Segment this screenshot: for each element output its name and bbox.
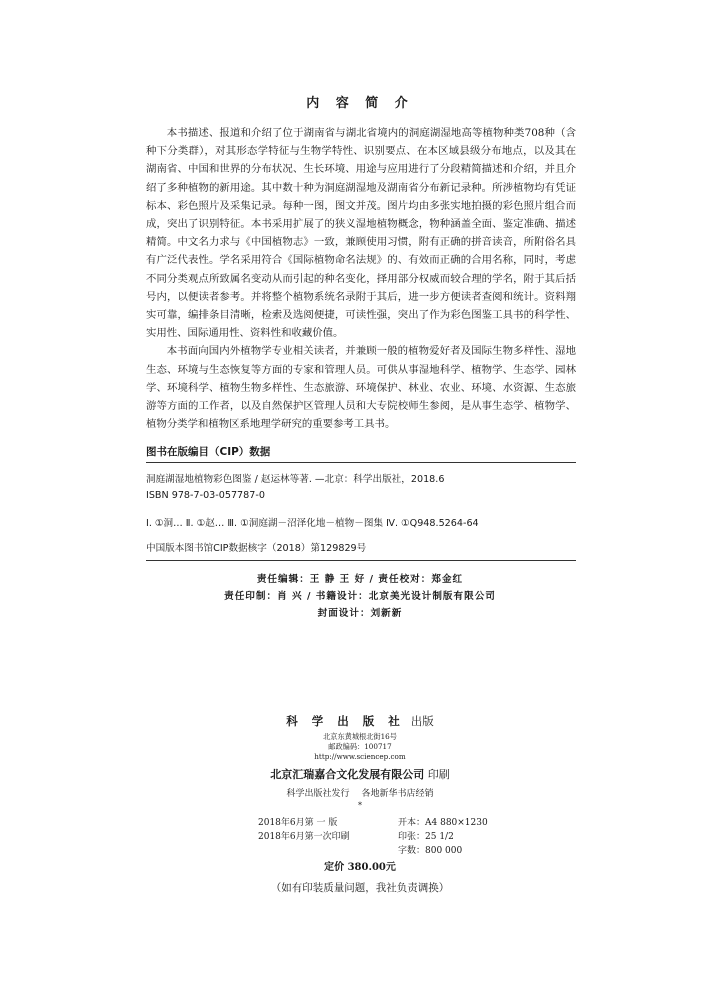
book-format: 开本：A4 880×1230: [398, 818, 488, 828]
separator-star: *: [358, 801, 362, 810]
publisher-postcode: 邮政编码：100717: [328, 742, 392, 751]
printer-line: [0, 766, 720, 782]
printer-suffix: 印刷: [427, 768, 450, 781]
staff-line-2: 责任印制：肖 兴 / 书籍设计：北京美光设计制版有限公司: [224, 591, 496, 602]
cip-record-number: 中国版本图书馆CIP数据核字（2018）第129829号: [146, 543, 367, 554]
summary-paragraph-2: 本书面向国内外植物学专业相关读者，并兼顾一般的植物爱好者及国际生物多样性、湿地生态、环境与生态恢复等方面的专家和管理人员。可供从事湿地科学、植物学、生态学、园林学、环境科学、植物生物多样性、生态旅游、环境保护、林业、农业、环境、水资源、生态旅游等方面的工作者，以及自然保护区管理人员和大专院校师生参阅，是从事生态学、植物学、植物分类学和植物区系地理学研究的重要参考工具书。: [146, 345, 576, 431]
publisher-line: [0, 713, 720, 729]
spec-row-1: [258, 815, 558, 828]
cip-classification: Ⅰ. ①洞… Ⅱ. ①赵… Ⅲ. ①洞庭湖－沼泽化地－植物－图集 Ⅳ. ①Q948.5264-64: [146, 518, 479, 529]
publisher-suffix: 出版: [410, 714, 434, 728]
cip-bottom-divider: [146, 560, 576, 561]
distributor: 科学出版社发行: [286, 789, 350, 799]
edition: 2018年6月第 一 版: [258, 818, 338, 828]
printing: 2018年6月第一次印刷: [258, 832, 350, 842]
summary-paragraph-1: 本书描述、报道和介绍了位于湖南省与湖北省境内的洞庭湖湿地高等植物种类708种（含种下分类群），对其形态学特征与生物学特性、识别要点、在本区域县级分布地点，以及其在湖南省、中国和世界的分布状况、生长环境、用途与应用进行了分段精简描述和介绍，并且介绍了多种植物的新用途。其中数十种为洞庭湖湿地及湖南省分布新记录种。所涉植物均有凭证标本、彩色照片及采集记录。每种一图，图文并茂。图片均由多张实地拍摄的彩色照片组合而成，突出了识别特征。本书采用扩展了的狭义湿地植物概念，物种涵盖全面、鉴定准确、描述精简。中文名力求与《中国植物志》一致，兼顾使用习惯，附有正确的拼音读音，所附俗名具有广泛代表性。学名采用符合《国际植物命名法规》的、有效而正确的合用名称，同时，考虑不同分类观点所致属名变动从而引起的种名变化，择用部分权威而较合理的学名，附于其后括号内，以便读者参考。并将整个植物系统名录附于其后，进一步方便读者查阅和统计。资料翔实可靠，编排条目清晰，检索及选阅便捷，可读性强，突出了作为彩色图鉴工具书的科学性、实用性、国际通用性、资料性和收藏价值。: [146, 127, 576, 340]
cip-record: 洞庭湖湿地植物彩色图鉴 / 赵运林等著. —北京：科学出版社，2018.6: [146, 474, 445, 485]
distribution-line: [0, 786, 720, 799]
isbn: ISBN 978-7-03-057787-0: [146, 490, 265, 501]
content-summary: [146, 124, 576, 433]
word-count: 字数：800 000: [398, 846, 463, 856]
cip-top-divider: [146, 462, 576, 463]
publisher-address: 北京东黄城根北街16号: [323, 732, 397, 741]
publisher-website: http://www.sciencep.com: [314, 752, 406, 761]
publisher-name: 科 学 出 版 社: [286, 714, 405, 728]
page-title: 内 容 简 介: [306, 96, 414, 111]
quality-notice: （如有印装质量问题，我社负责调换）: [270, 882, 450, 894]
printer-name: 北京汇瑞嘉合文化发展有限公司: [270, 768, 425, 781]
spec-row-2: [258, 829, 558, 842]
staff-line-1: 责任编辑：王 静 王 好 / 责任校对：郑金红: [256, 574, 464, 585]
print-sheets: 印张：25 1/2: [398, 832, 454, 842]
cip-heading: 图书在版编目（CIP）数据: [146, 446, 271, 458]
staff-line-3: 封面设计：刘新新: [317, 608, 403, 619]
retailer: 各地新华书店经销: [361, 789, 434, 799]
price: 定价 380.00元: [324, 862, 396, 873]
